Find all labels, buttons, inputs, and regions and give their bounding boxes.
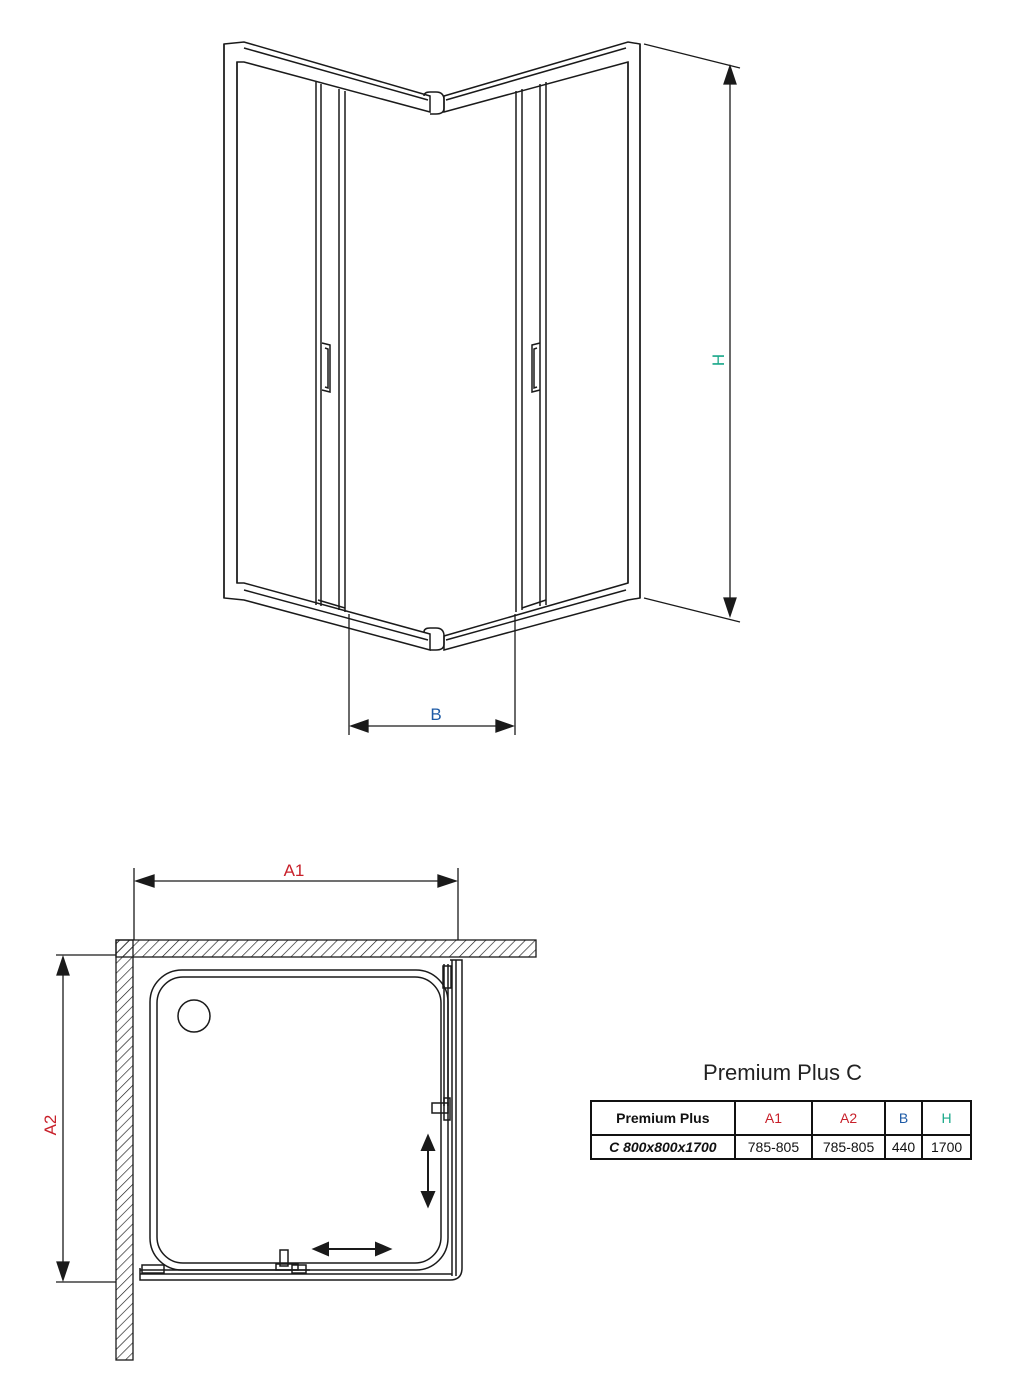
top-wall: [116, 940, 536, 957]
enclosure-frame: [140, 960, 462, 1280]
right-handle-plan: [432, 1103, 448, 1113]
dimension-h: [644, 44, 740, 622]
row-model: C 800x800x1700: [591, 1135, 735, 1159]
row-h: 1700: [922, 1135, 971, 1159]
spec-data-row: [591, 1135, 971, 1159]
spec-title: Premium Plus C: [703, 1060, 862, 1085]
left-door-handle: [322, 343, 330, 392]
spec-block: [590, 1060, 975, 1160]
spec-header-row: [591, 1101, 971, 1135]
right-frame-outline: [444, 42, 640, 650]
left-frame-outline: [224, 42, 430, 650]
tray-inner: [157, 977, 441, 1263]
dimension-h-label: H: [709, 353, 728, 367]
header-b: B: [885, 1101, 922, 1135]
dimension-a2: [56, 955, 116, 1282]
row-a1: 785-805: [735, 1135, 813, 1159]
walls: [116, 940, 536, 1360]
dimension-a1-label: A1: [283, 861, 305, 880]
header-a1: A1: [735, 1101, 813, 1135]
bottom-roller: [142, 1265, 164, 1273]
drain-icon: [178, 1000, 210, 1032]
dimension-b-label: B: [430, 705, 442, 724]
row-b: 440: [885, 1135, 922, 1159]
header-h: H: [922, 1101, 971, 1135]
left-wall: [116, 940, 133, 1360]
slide-arrows: [314, 1136, 434, 1255]
row-a2: 785-805: [812, 1135, 885, 1159]
header-a2: A2: [812, 1101, 885, 1135]
header-model: Premium Plus: [591, 1101, 735, 1135]
enclosure-3d-view: [224, 42, 640, 650]
right-door-handle: [532, 343, 540, 392]
tray-outer: [150, 970, 448, 1270]
shower-plan: [140, 960, 462, 1280]
dimension-a2-label: A2: [41, 1114, 60, 1136]
spec-table: [590, 1100, 972, 1160]
